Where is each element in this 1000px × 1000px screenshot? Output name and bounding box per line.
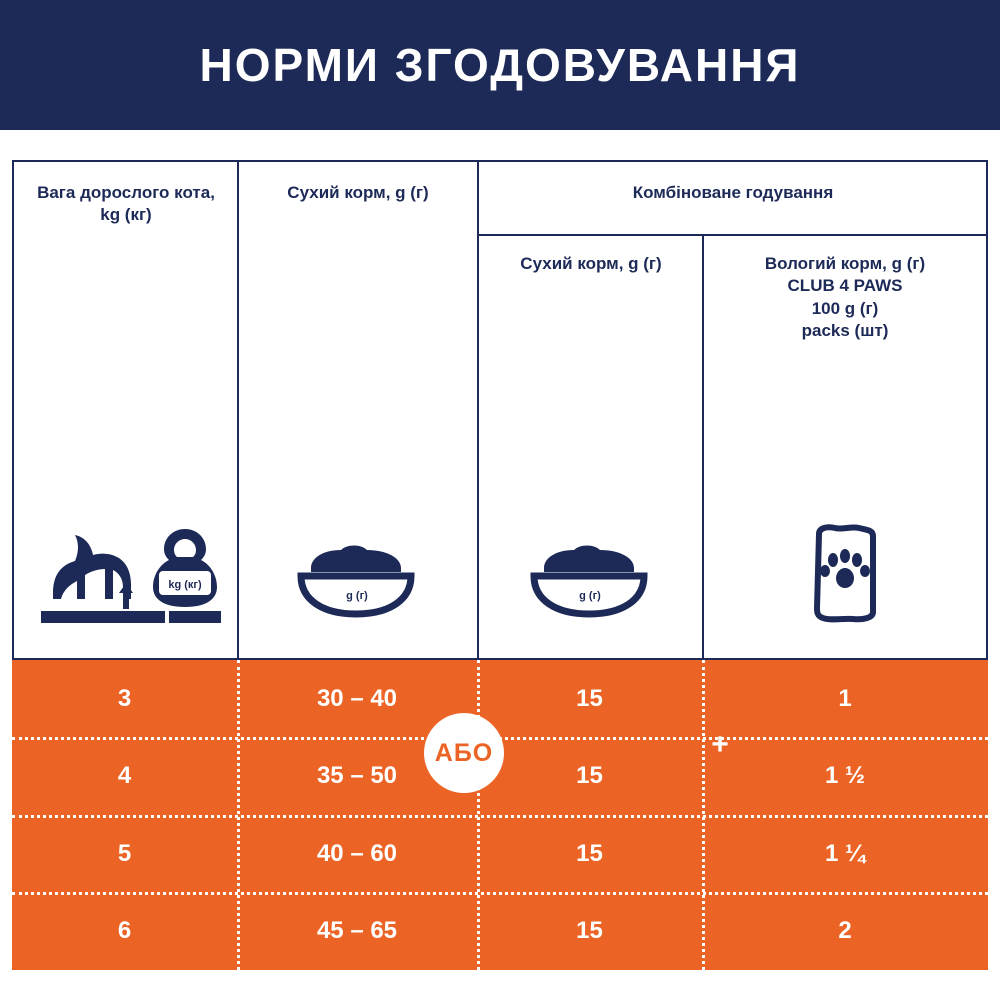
header-combined-feeding: Комбіноване годування <box>632 183 834 202</box>
cell-combined-dry: 15 <box>576 685 603 712</box>
cell-weight: 4 <box>117 762 132 789</box>
food-bowl-icon <box>526 540 656 620</box>
page-title: НОРМИ ЗГОДОВУВАННЯ <box>199 39 801 91</box>
food-bowl-icon <box>293 540 423 620</box>
cell-combined-wet: 1 ¼ <box>824 840 866 867</box>
cell-dry: 45 – 65 <box>316 917 398 944</box>
header-banner <box>0 0 1000 130</box>
header-combined-wet-line3: 100 g (г) <box>811 298 879 318</box>
header-combined-wet-line1: Вологий корм, g (г) <box>764 254 926 273</box>
cell-combined-wet: 1 ½ <box>824 762 866 789</box>
cell-combined-dry: 15 <box>576 917 603 944</box>
cell-dry: 35 – 50 <box>316 762 398 789</box>
table-row <box>12 892 988 970</box>
table-row <box>12 815 988 893</box>
icon-cell-combined-dry <box>482 530 700 630</box>
dry-bowl-label: g (г) <box>346 590 368 602</box>
combined-dry-bowl-label: g (г) <box>579 590 601 602</box>
icon-cell-wet-food <box>706 510 984 640</box>
cell-weight: 5 <box>117 840 132 867</box>
cell-combined-dry: 15 <box>576 840 603 867</box>
header-combined-wet <box>706 253 984 343</box>
cat-on-scale-with-kettlebell-icon <box>35 515 225 635</box>
header-combined-dry: Сухий корм, g (г) <box>520 254 662 273</box>
cell-dry: 40 – 60 <box>316 840 398 867</box>
cell-combined-dry: 15 <box>576 762 603 789</box>
or-badge: АБО <box>424 713 504 793</box>
icon-cell-dry-food <box>247 530 469 630</box>
divider-weight-dry <box>237 160 239 660</box>
feeding-guide-table <box>12 160 988 970</box>
cell-weight: 3 <box>117 685 132 712</box>
icon-cell-weight <box>26 510 234 640</box>
cell-weight: 6 <box>117 917 132 944</box>
table-row <box>12 660 988 738</box>
header-combined-wet-line4: packs (шт) <box>801 321 889 341</box>
cell-dry: 30 – 40 <box>316 685 398 712</box>
header-weight: Вага дорослого кота, kg (кг) <box>37 183 215 225</box>
divider-combined-dry-wet <box>702 234 704 660</box>
feeding-values-block <box>12 660 988 970</box>
wet-food-pouch-paw-icon <box>805 520 885 630</box>
weight-icon-label: kg (кг) <box>168 579 202 591</box>
header-dry-food: Сухий корм, g (г) <box>287 183 429 202</box>
cell-combined-wet: 2 <box>838 917 852 944</box>
header-combined-wet-line2: CLUB 4 PAWS <box>787 276 903 296</box>
divider-combined-subheader <box>477 234 988 236</box>
cell-combined-wet: 1 <box>838 685 852 712</box>
plus-sign: + <box>711 728 729 761</box>
